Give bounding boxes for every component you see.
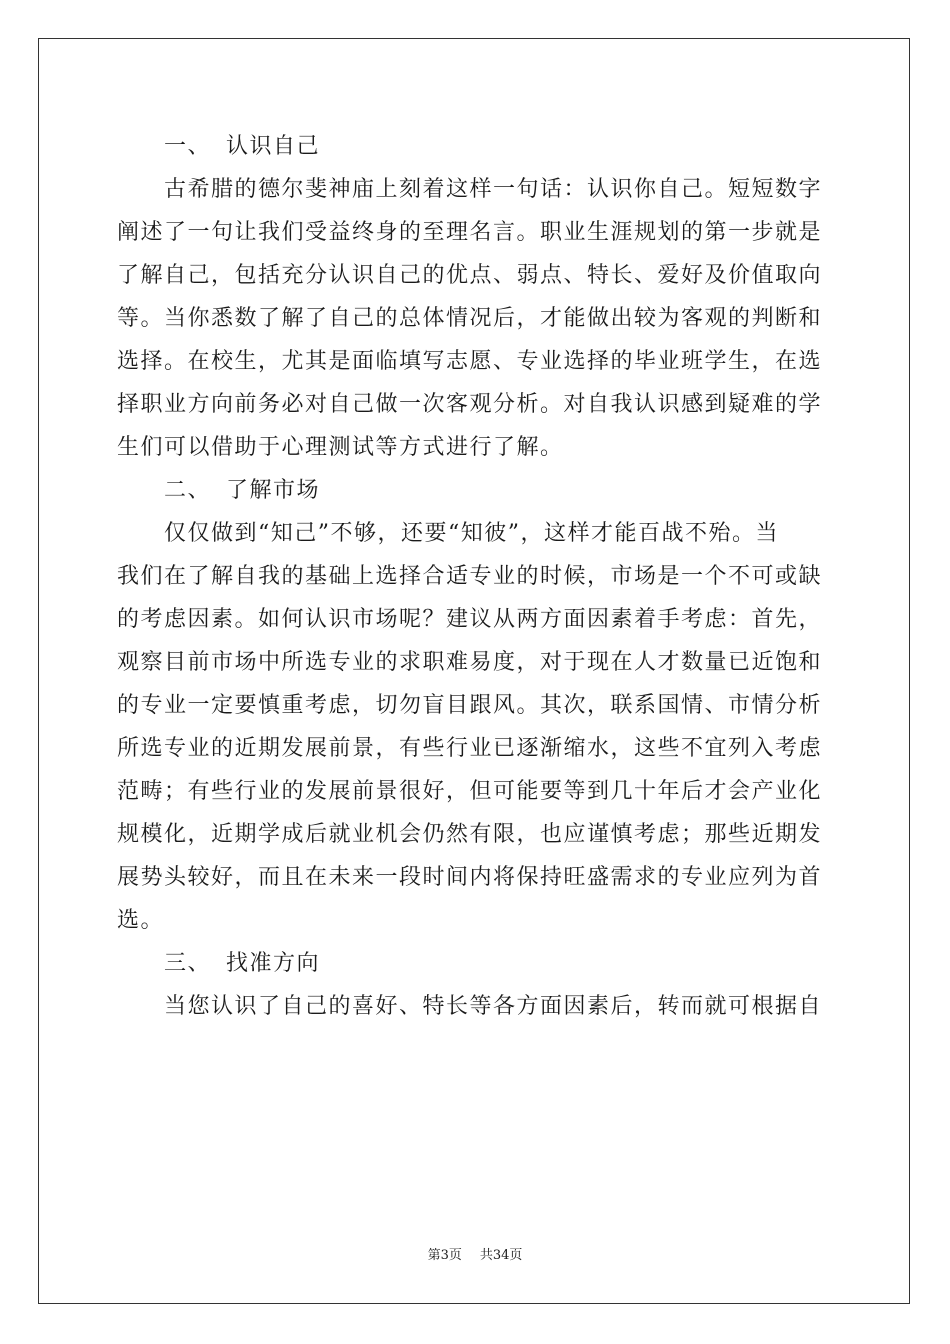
- paragraph-line: 择职业方向前务必对自己做一次客观分析。对自我认识感到疑难的学: [117, 392, 823, 417]
- paragraph-line: 当您认识了自己的喜好、特长等各方面因素后，转而就可根据自: [164, 994, 823, 1019]
- page-total: 共34页: [479, 1248, 523, 1263]
- paragraph-line: 观察目前市场中所选专业的求职难易度，对于现在人才数量已近饱和: [117, 650, 823, 675]
- paragraph-line: 的考虑因素。如何认识市场呢？建议从两方面因素着手考虑：首先，: [117, 607, 823, 632]
- paragraph-line: 生们可以借助于心理测试等方式进行了解。: [117, 435, 564, 460]
- section-heading-1: [117, 125, 833, 168]
- page-number: 第3页: [427, 1248, 462, 1263]
- paragraph-line: 古希腊的德尔斐神庙上刻着这样一句话：认识你自己。短短数字: [164, 177, 823, 202]
- paragraph-line: 规模化，近期学成后就业机会仍然有限，也应谨慎考虑；那些近期发: [117, 822, 823, 847]
- paragraph-line: 范畴；有些行业的发展前景很好，但可能要等到几十年后才会产业化: [117, 779, 823, 804]
- paragraph-line: 展势头较好，而且在未来一段时间内将保持旺盛需求的专业应列为首: [117, 865, 823, 890]
- section-heading-2: [117, 469, 833, 512]
- section-title: 了解市场: [226, 478, 321, 503]
- paragraph-line: 选。: [117, 908, 165, 933]
- paragraph-line: 仅仅做到“知己”不够，还要“知彼”，这样才能百战不殆。当: [164, 521, 779, 546]
- paragraph-line: 选择。在校生，尤其是面临填写志愿、专业选择的毕业班学生，在选: [117, 349, 823, 374]
- paragraph-line: 的专业一定要慎重考虑，切勿盲目跟风。其次，联系国情、市情分析: [117, 693, 823, 718]
- paragraph-line: 我们在了解自我的基础上选择合适专业的时候，市场是一个不可或缺: [117, 564, 823, 589]
- section-number: 二、: [164, 478, 212, 503]
- section-number: 一、: [164, 134, 212, 159]
- paragraph-line: 阐述了一句让我们受益终身的至理名言。职业生涯规划的第一步就是: [117, 220, 823, 245]
- paragraph-line: 了解自己，包括充分认识自己的优点、弱点、特长、爱好及价值取向: [117, 263, 823, 288]
- paragraph-line: 等。当你悉数了解了自己的总体情况后，才能做出较为客观的判断和: [117, 306, 823, 331]
- document-body: [117, 125, 833, 1028]
- section-title: 认识自己: [226, 134, 321, 159]
- section-number: 三、: [164, 951, 212, 976]
- section-title: 找准方向: [226, 951, 321, 976]
- section-heading-3: [117, 942, 833, 985]
- paragraph-line: 所选专业的近期发展前景，有些行业已逐渐缩水，这些不宜列入考虑: [117, 736, 823, 761]
- page-footer: [0, 1244, 950, 1263]
